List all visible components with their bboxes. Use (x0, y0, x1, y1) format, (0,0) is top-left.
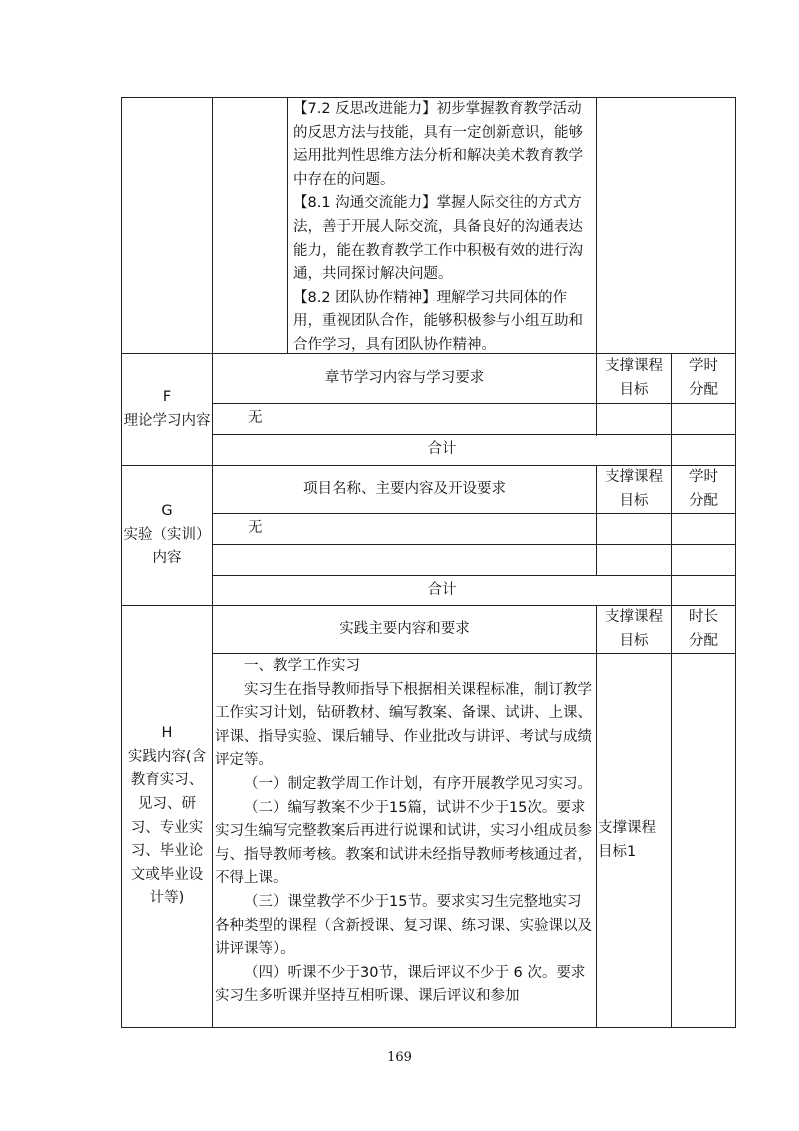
table-hline-h-header (212, 653, 736, 654)
table-border-right (735, 97, 736, 1027)
section-g-row1-content: 无 (248, 520, 263, 536)
section-f-row1-content: 无 (248, 410, 263, 426)
section-h-content (215, 655, 593, 1026)
section-g-total-label: 合计 (427, 581, 457, 598)
table-vline-hours-h (671, 605, 672, 1027)
section-h-label: H 实践内容(含教育实习、见习、研习、专业实习、毕业论文或毕业设计等) (127, 725, 207, 907)
section-f-header: 章节学习内容与学习要求 (324, 369, 485, 386)
section-h-support-value: 支撑课程目标1 (598, 820, 656, 860)
practice-item-3: （三）课堂教学不少于15节。要求实习生完整地实习各种类型的课程（含新授课、复习课、练习课、实验课以及讲评课等）。 (215, 893, 592, 958)
top-section-text (293, 98, 592, 353)
page-number: 169 (387, 1050, 412, 1065)
practice-item-1: （一）制定教学周工作计划，有序开展教学见习实习。 (244, 775, 592, 792)
section-g-hours-header: 学时 分配 (689, 468, 718, 509)
table-hline-f-header (212, 403, 736, 404)
section-g-label: G 实验（实训） 内容 (123, 503, 211, 567)
table-hline-g-row1 (212, 544, 736, 545)
section-h-header: 实践主要内容和要求 (339, 620, 470, 637)
section-h-support-header: 支撑课程 目标 (605, 608, 663, 649)
section-f-hours-header: 学时 分配 (689, 357, 718, 398)
practice-item-4: （四）听课不少于30节，课后评议不少于 6 次。要求实习生多听课并坚持互相听课、课后评议和参加 (215, 964, 586, 1005)
table-border-bottom (121, 1027, 736, 1028)
section-f-label: F 理论学习内容 (123, 388, 211, 429)
ability-7-2-paragraph: 【7.2 反思改进能力】初步掌握教育教学活动的反思方法与技能，具有一定创新意识，能够运用批判性思维方法分析和解决美术教育教学中存在的问题。 (293, 101, 583, 188)
ability-8-1-paragraph: 【8.1 沟通交流能力】掌握人际交往的方式方法，善于开展人际交流，具备良好的沟通表达能力，能在教育教学工作中积极有效的进行沟通，共同探讨解决问题。 (293, 195, 583, 283)
section-g-header: 项目名称、主要内容及开设要求 (303, 480, 506, 497)
ability-8-2-paragraph: 【8.2 团队协作精神】理解学习共同体的作用，重视团队合作，能够积极参与小组互助和合作学习，具有团队协作精神。 (293, 289, 583, 353)
practice-item-2: （二）编写教案不少于15篇，试讲不少于15次。要求实习生编写完整教案后再进行说课和试讲，实习小组成员参与、指导教师考核。教案和试讲未经指导教师考核通过者，不得上课。 (215, 799, 592, 887)
table-vline-top-a (287, 97, 288, 353)
section-f-support-header: 支撑课程 目标 (605, 357, 663, 398)
section-f-total-label: 合计 (427, 441, 457, 458)
practice-heading: 一、教学工作实习 (244, 658, 360, 674)
section-h-hours-header: 时长 分配 (689, 608, 718, 649)
table-vline-support-h (596, 605, 597, 1027)
table-vline-label (212, 97, 213, 1027)
table-hline-g-header (212, 513, 736, 514)
section-g-support-header: 支撑课程 目标 (605, 468, 663, 509)
practice-intro: 实习生在指导教师指导下根据相关课程标准，制订教学工作实习计划，钻研教材、编写教案、备课、试讲、上课、评课、指导实验、课后辅导、作业批改与讲评、考试与成绩评定等。 (215, 681, 592, 769)
